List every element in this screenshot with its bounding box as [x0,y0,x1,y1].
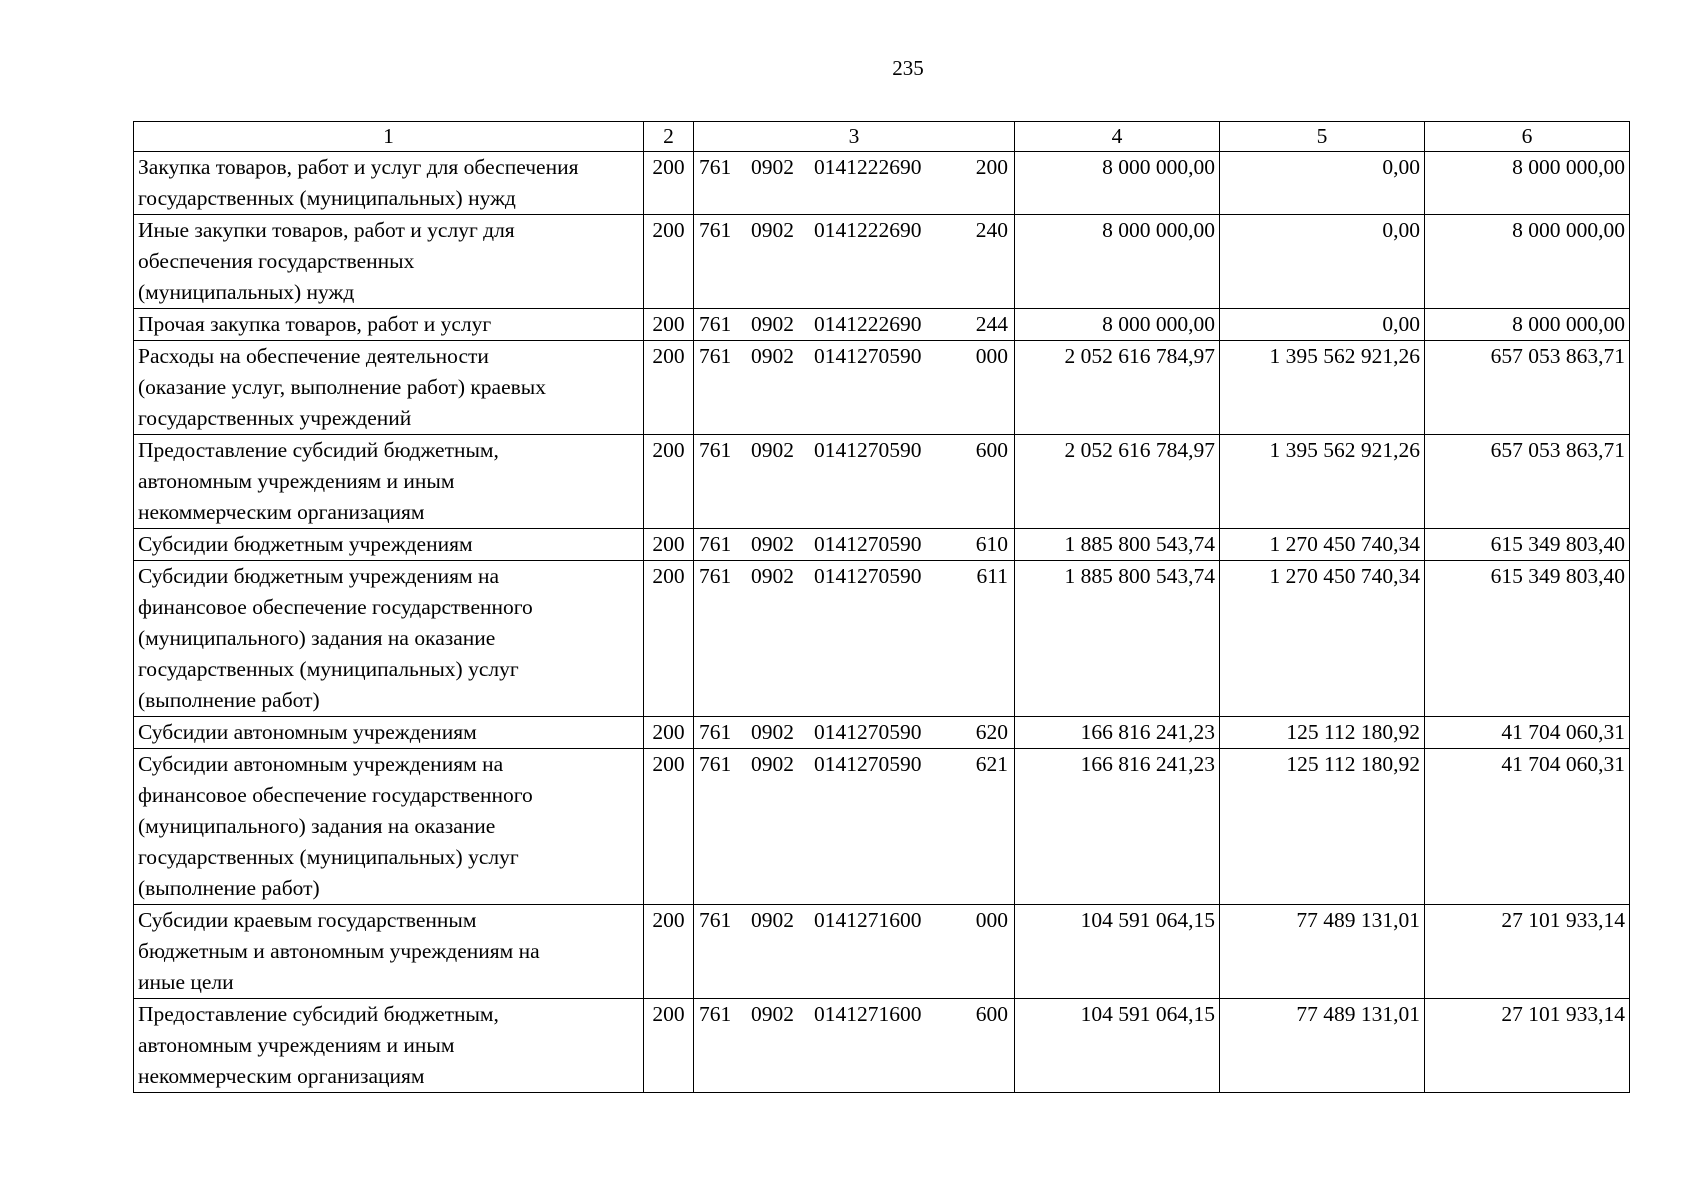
row-name-line: Предоставление субсидий бюджетным, [138,438,499,462]
row-name-line: государственных (муниципальных) услуг [138,845,519,869]
section-code: 0902 [751,720,794,744]
amount-col4-cell: 8 000 000,00 [1015,309,1220,341]
amount-col4-cell: 1 885 800 543,74 [1015,529,1220,561]
amount-col5-cell: 1 395 562 921,26 [1220,435,1425,529]
ved-code: 761 [699,344,732,368]
amount-col6-cell: 8 000 000,00 [1425,152,1630,215]
amount-col4-cell: 8 000 000,00 [1015,215,1220,309]
row-name-line: Иные закупки товаров, работ и услуг для [138,218,515,242]
ved-code: 761 [699,438,732,462]
page-number: 235 [892,56,924,80]
classification-code-cell [694,215,1015,309]
grbs-code-cell: 200 [644,435,694,529]
section-code: 0902 [751,312,794,336]
expense-type-code: 610 [975,532,1008,556]
amount-col5-cell: 0,00 [1220,152,1425,215]
row-name-cell [134,529,644,561]
amount-col5-cell: 1 270 450 740,34 [1220,529,1425,561]
table-row [134,905,1630,999]
amount-col4-cell: 2 052 616 784,97 [1015,435,1220,529]
row-name-line: автономным учреждениям и иным [138,469,455,493]
amount-col6-cell: 8 000 000,00 [1425,215,1630,309]
row-name-line: Прочая закупка товаров, работ и услуг [138,312,492,336]
classification-code-cell [694,529,1015,561]
target-article-code: 0141270590 [814,752,922,776]
section-code: 0902 [751,564,794,588]
row-name-line: Субсидии краевым государственным [138,908,477,932]
grbs-code-cell: 200 [644,529,694,561]
table-row [134,999,1630,1093]
row-name-line: (муниципального) задания на оказание [138,814,496,838]
table-row [134,561,1630,717]
expense-type-code: 600 [975,438,1008,462]
row-name-line: Субсидии бюджетным учреждениям [138,532,473,556]
amount-col4-cell: 104 591 064,15 [1015,999,1220,1093]
target-article-code: 0141270590 [814,720,922,744]
row-name-line: государственных (муниципальных) нужд [138,186,516,210]
classification-code-cell [694,749,1015,905]
grbs-code-cell: 200 [644,749,694,905]
ved-code: 761 [699,312,732,336]
classification-code-cell [694,309,1015,341]
classification-code-cell [694,341,1015,435]
grbs-code-cell: 200 [644,999,694,1093]
row-name-line: автономным учреждениям и иным [138,1033,455,1057]
expense-type-code: 240 [975,218,1008,242]
ved-code: 761 [699,720,732,744]
amount-col6-cell: 8 000 000,00 [1425,309,1630,341]
target-article-code: 0141270590 [814,344,922,368]
amount-col6-cell: 615 349 803,40 [1425,561,1630,717]
row-name-cell [134,215,644,309]
classification-code-cell [694,905,1015,999]
section-code: 0902 [751,218,794,242]
grbs-code-cell: 200 [644,905,694,999]
row-name-cell [134,999,644,1093]
row-name-line: Субсидии автономным учреждениям [138,720,477,744]
row-name-line: бюджетным и автономным учреждениям на [138,939,540,963]
amount-col4-cell: 8 000 000,00 [1015,152,1220,215]
ved-code: 761 [699,155,732,179]
row-name-line: некоммерческим организациям [138,500,425,524]
amount-col6-cell: 657 053 863,71 [1425,341,1630,435]
row-name-line: иные цели [138,970,234,994]
target-article-code: 0141270590 [814,438,922,462]
row-name-line: государственных (муниципальных) услуг [138,657,519,681]
row-name-cell [134,561,644,717]
row-name-cell [134,717,644,749]
target-article-code: 0141222690 [814,312,922,336]
grbs-code-cell: 200 [644,561,694,717]
target-article-code: 0141270590 [814,532,922,556]
target-article-code: 0141271600 [814,908,922,932]
ved-code: 761 [699,564,732,588]
expense-type-code: 200 [975,155,1008,179]
table-row [134,749,1630,905]
budget-table [133,121,1630,1093]
row-name-cell [134,309,644,341]
ved-code: 761 [699,1002,732,1026]
classification-code-cell [694,152,1015,215]
section-code: 0902 [751,532,794,556]
grbs-code-cell: 200 [644,215,694,309]
amount-col5-cell: 1 270 450 740,34 [1220,561,1425,717]
amount-col4-cell: 1 885 800 543,74 [1015,561,1220,717]
header-cell-4: 4 [1015,122,1220,152]
amount-col6-cell: 657 053 863,71 [1425,435,1630,529]
amount-col5-cell: 1 395 562 921,26 [1220,341,1425,435]
amount-col6-cell: 27 101 933,14 [1425,999,1630,1093]
section-code: 0902 [751,908,794,932]
row-name-cell [134,905,644,999]
ved-code: 761 [699,218,732,242]
table-row [134,529,1630,561]
amount-col5-cell: 77 489 131,01 [1220,999,1425,1093]
classification-code-cell [694,999,1015,1093]
target-article-code: 0141271600 [814,1002,922,1026]
column-number-header-row [134,122,1630,152]
amount-col6-cell: 615 349 803,40 [1425,529,1630,561]
row-name-line: Расходы на обеспечение деятельности [138,344,489,368]
ved-code: 761 [699,532,732,556]
section-code: 0902 [751,752,794,776]
target-article-code: 0141222690 [814,218,922,242]
amount-col5-cell: 125 112 180,92 [1220,749,1425,905]
grbs-code-cell: 200 [644,152,694,215]
table-row [134,341,1630,435]
amount-col6-cell: 41 704 060,31 [1425,749,1630,905]
expense-type-code: 611 [976,564,1008,588]
row-name-line: Субсидии автономным учреждениям на [138,752,504,776]
row-name-cell [134,341,644,435]
table-row [134,215,1630,309]
ved-code: 761 [699,908,732,932]
row-name-line: Предоставление субсидий бюджетным, [138,1002,499,1026]
row-name-line: (муниципального) задания на оказание [138,626,496,650]
classification-code-cell [694,435,1015,529]
row-name-line: (оказание услуг, выполнение работ) краевых [138,375,546,399]
header-cell-1: 1 [134,122,644,152]
expense-type-code: 000 [975,908,1008,932]
classification-code-cell [694,561,1015,717]
amount-col4-cell: 166 816 241,23 [1015,717,1220,749]
target-article-code: 0141222690 [814,155,922,179]
table-row [134,717,1630,749]
row-name-line: некоммерческим организациям [138,1064,425,1088]
row-name-line: финансовое обеспечение государственного [138,595,533,619]
section-code: 0902 [751,438,794,462]
table-row [134,309,1630,341]
row-name-line: (выполнение работ) [138,876,320,900]
table-body [134,122,1630,1093]
row-name-line: Субсидии бюджетным учреждениям на [138,564,499,588]
expense-type-code: 620 [975,720,1008,744]
row-name-line: государственных учреждений [138,406,412,430]
table-row [134,152,1630,215]
expense-type-code: 244 [975,312,1008,336]
amount-col5-cell: 77 489 131,01 [1220,905,1425,999]
amount-col4-cell: 166 816 241,23 [1015,749,1220,905]
row-name-cell [134,749,644,905]
row-name-line: Закупка товаров, работ и услуг для обеспечения [138,155,579,179]
section-code: 0902 [751,344,794,368]
header-cell-6: 6 [1425,122,1630,152]
header-cell-5: 5 [1220,122,1425,152]
amount-col5-cell: 125 112 180,92 [1220,717,1425,749]
section-code: 0902 [751,155,794,179]
row-name-line: (муниципальных) нужд [138,280,355,304]
amount-col5-cell: 0,00 [1220,309,1425,341]
expense-type-code: 600 [975,1002,1008,1026]
amount-col4-cell: 2 052 616 784,97 [1015,341,1220,435]
amount-col4-cell: 104 591 064,15 [1015,905,1220,999]
grbs-code-cell: 200 [644,341,694,435]
target-article-code: 0141270590 [814,564,922,588]
row-name-line: финансовое обеспечение государственного [138,783,533,807]
amount-col6-cell: 41 704 060,31 [1425,717,1630,749]
row-name-line: обеспечения государственных [138,249,415,273]
grbs-code-cell: 200 [644,309,694,341]
row-name-cell [134,435,644,529]
grbs-code-cell: 200 [644,717,694,749]
table-row [134,435,1630,529]
header-cell-3: 3 [694,122,1015,152]
expense-type-code: 000 [975,344,1008,368]
amount-col5-cell: 0,00 [1220,215,1425,309]
amount-col6-cell: 27 101 933,14 [1425,905,1630,999]
section-code: 0902 [751,1002,794,1026]
classification-code-cell [694,717,1015,749]
ved-code: 761 [699,752,732,776]
header-cell-2: 2 [644,122,694,152]
row-name-line: (выполнение работ) [138,688,320,712]
expense-type-code: 621 [975,752,1008,776]
row-name-cell [134,152,644,215]
